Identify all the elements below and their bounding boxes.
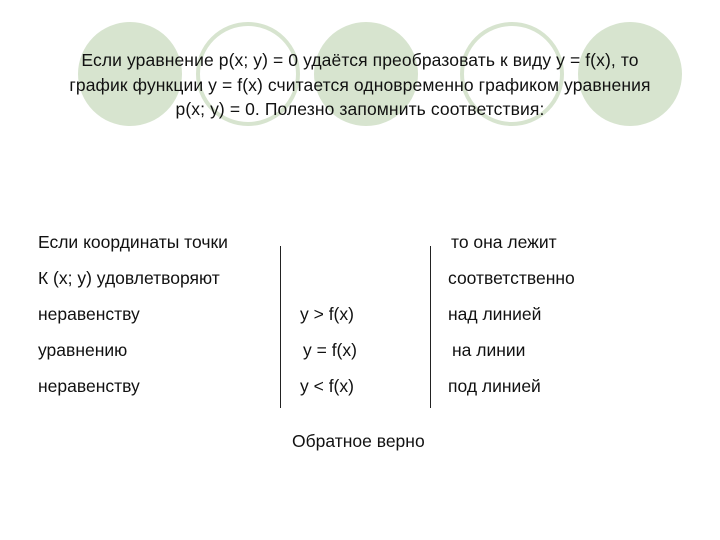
row-relation: у = f(x) [303,340,357,360]
header-right-line2: соответственно [448,268,575,288]
footer-note: Обратное верно [292,431,425,451]
row-condition: неравенству [38,304,140,324]
row-relation: у < f(x) [300,376,354,396]
row-position: на линии [452,340,526,360]
intro-paragraph: Если уравнение р(х; у) = 0 удаётся преобразовать к виду у = f(x), то график функции у = f(x) считается одновременно графиком уравнения р(х; у) = 0. Полезно запомнить соответствия: [69,50,651,119]
header-right-line1: то она лежит [451,232,557,252]
row-condition: уравнению [38,340,128,360]
row-condition: неравенству [38,376,140,396]
header-left-line1: Если координаты точки [38,232,228,252]
header-left-line2: К (х; у) удовлетворяют [38,268,220,288]
row-relation: у > f(x) [300,304,354,324]
divider-right [430,246,431,408]
divider-left [280,246,281,408]
row-position: под линией [448,376,541,396]
row-position: над линией [448,304,542,324]
